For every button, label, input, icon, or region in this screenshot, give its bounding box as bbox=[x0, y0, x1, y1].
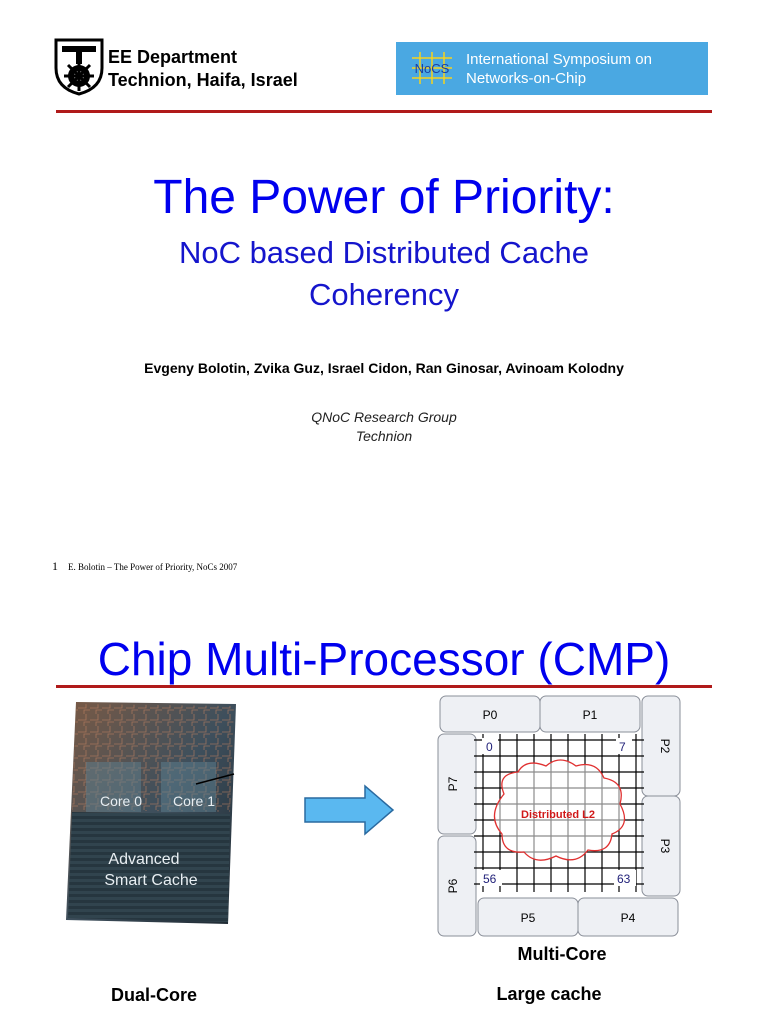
nocs-grid-icon bbox=[408, 48, 456, 88]
die-core1-label: Core 1 bbox=[172, 793, 216, 809]
p4-label: P4 bbox=[620, 911, 636, 925]
department-line1: EE Department bbox=[108, 47, 238, 67]
symposium-line1: International Symposium on bbox=[466, 51, 652, 68]
department-line2: Technion, Haifa, Israel bbox=[108, 70, 298, 90]
p2-label: P2 bbox=[658, 738, 672, 754]
caption-large-cache: Large cache bbox=[496, 984, 602, 1004]
symposium-name bbox=[466, 50, 652, 88]
p6-label: P6 bbox=[446, 878, 460, 894]
authors-line: Evgeny Bolotin, Zvika Guz, Israel Cidon, Ran Ginosar, Avinoam Kolodny bbox=[144, 360, 624, 376]
p7-label: P7 bbox=[446, 776, 460, 792]
dual-core-die-image bbox=[66, 702, 236, 924]
arrow-right-icon bbox=[303, 784, 395, 836]
node-56-label: 56 bbox=[483, 872, 497, 886]
p5-label: P5 bbox=[520, 911, 536, 925]
slide-footer bbox=[52, 559, 237, 574]
slide1-title: The Power of Priority: bbox=[153, 171, 615, 224]
group-line2: Technion bbox=[355, 428, 413, 444]
research-group bbox=[0, 408, 768, 446]
symposium-line2: Networks-on-Chip bbox=[466, 70, 587, 87]
slide1-subtitle bbox=[0, 232, 768, 316]
slide2-divider bbox=[56, 685, 712, 688]
die-cache-line1: Advanced bbox=[108, 851, 180, 868]
die-cache-line2: Smart Cache bbox=[104, 872, 198, 889]
node-63-label: 63 bbox=[617, 872, 631, 886]
distributed-l2-label: Distributed L2 bbox=[521, 809, 595, 821]
slide2-title: Chip Multi-Processor (CMP) bbox=[97, 633, 671, 685]
p3-label: P3 bbox=[658, 838, 672, 854]
subtitle-line1: NoC based Distributed Cache bbox=[178, 235, 590, 270]
die-core0-label: Core 0 bbox=[99, 793, 143, 809]
p1-label: P1 bbox=[582, 708, 598, 722]
subtitle-line2: Coherency bbox=[309, 277, 459, 312]
node-0-label: 0 bbox=[486, 740, 493, 754]
footer-text: E. Bolotin – The Power of Priority, NoCs 2007 bbox=[68, 562, 238, 572]
node-7-label: 7 bbox=[619, 740, 626, 754]
department-text bbox=[108, 46, 298, 92]
multicore-diagram bbox=[436, 694, 682, 940]
p0-label: P0 bbox=[482, 708, 498, 722]
nocs-logo-text: NoCS bbox=[414, 61, 450, 76]
caption-multi-core: Multi-Core bbox=[517, 944, 607, 964]
caption-dual-core: Dual-Core bbox=[110, 985, 197, 1005]
group-line1: QNoC Research Group bbox=[311, 409, 457, 425]
slide-number: 1 bbox=[52, 559, 58, 573]
symposium-banner bbox=[396, 42, 708, 95]
technion-logo-icon bbox=[54, 38, 104, 101]
header-divider bbox=[56, 110, 712, 113]
